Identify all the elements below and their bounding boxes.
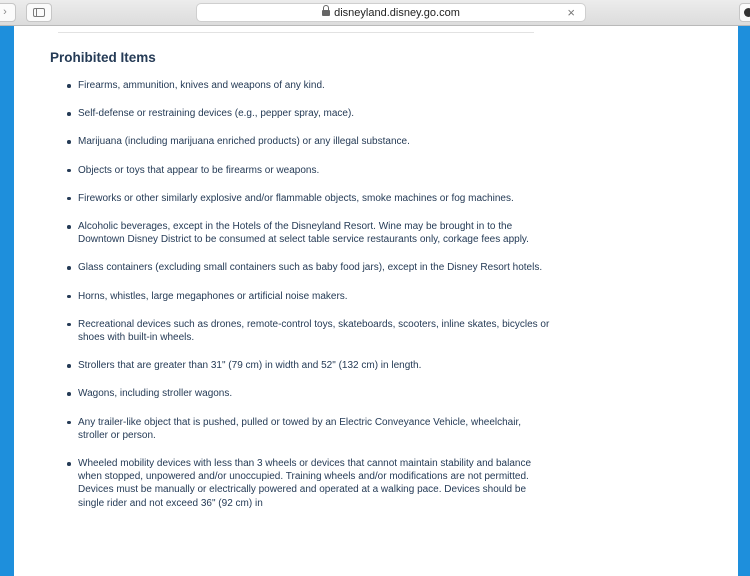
list-item-text: Marijuana (including marijuana enriched products) or any illegal substance. [78,136,410,148]
list-item-text: Wheeled mobility devices with less than 3 wheels or devices that cannot maintain stability and balance when stopped, unpowered and/or unoccupied. Training wheels and/or modifications are not permitted. Devices must be manually or electrically powered and operated at a walking pace. Devices should be single rider and not exceed 36" (92 cm) in [78,458,532,509]
list-item [50,261,550,274]
list-item-text: Alcoholic beverages, except in the Hotels of the Disneyland Resort. Wine may be brought in to the Downtown Disney District to be consumed at select table service restaurants only, corkage fees apply. [78,221,529,246]
url-text: disneyland.disney.go.com [334,6,460,19]
bullet-icon [67,323,71,327]
browser-toolbar [0,0,750,26]
bullet-icon [67,392,71,396]
list-item [50,79,550,92]
bullet-icon [67,462,71,466]
bullet-icon [67,225,71,229]
list-item [50,164,550,177]
list-item-text: Objects or toys that appear to be firearms or weapons. [78,164,320,176]
list-item-text: Fireworks or other similarly explosive and/or flammable objects, smoke machines or fog machines. [78,192,514,204]
prohibited-items-list [50,79,550,525]
right-accent-stripe [738,26,750,576]
bullet-icon [67,169,71,173]
bullet-icon [67,364,71,368]
list-item-text: Recreational devices such as drones, remote-control toys, skateboards, scooters, inline skates, bicycles or shoes with built-in wheels. [78,318,550,344]
bullet-icon [67,140,71,144]
bullet-icon [67,295,71,299]
list-item-text: Any trailer-like object that is pushed, pulled or towed by an Electric Conveyance Vehicle, wheelchair, stroller or person. [78,416,522,441]
list-item-text: Wagons, including stroller wagons. [78,388,233,400]
list-item [50,457,550,510]
close-icon[interactable]: × [567,5,575,20]
page-content [14,26,738,576]
left-accent-stripe [0,26,14,576]
page-title: Prohibited Items [50,50,156,65]
list-item [50,416,550,442]
list-item [50,107,550,120]
list-item [50,220,550,246]
back-button[interactable] [0,3,16,22]
list-item [50,290,550,303]
divider [58,32,534,33]
bullet-icon [67,266,71,270]
download-icon [744,8,750,17]
list-item-text: Horns, whistles, large megaphones or artificial noise makers. [78,290,348,302]
list-item-text: Self-defense or restraining devices (e.g., pepper spray, mace). [78,108,355,120]
list-item-text: Strollers that are greater than 31" (79 cm) in width and 52" (132 cm) in length. [78,360,422,372]
list-item [50,387,550,400]
address-bar[interactable] [196,3,586,22]
list-item [50,192,550,205]
list-item [50,359,550,372]
sidebar-toggle-button[interactable] [26,3,52,22]
lock-icon [322,9,330,18]
list-item-text: Glass containers (excluding small containers such as baby food jars), except in the Disney Resort hotels. [78,262,543,274]
sidebar-icon [33,8,45,17]
list-item [50,318,550,344]
list-item-text: Firearms, ammunition, knives and weapons of any kind. [78,80,325,91]
list-item [50,135,550,148]
chevron-right-icon: › [3,6,7,18]
downloads-button[interactable] [739,3,750,22]
bullet-icon [67,112,71,116]
bullet-icon [67,421,71,425]
bullet-icon [67,197,71,201]
bullet-icon [67,84,71,88]
